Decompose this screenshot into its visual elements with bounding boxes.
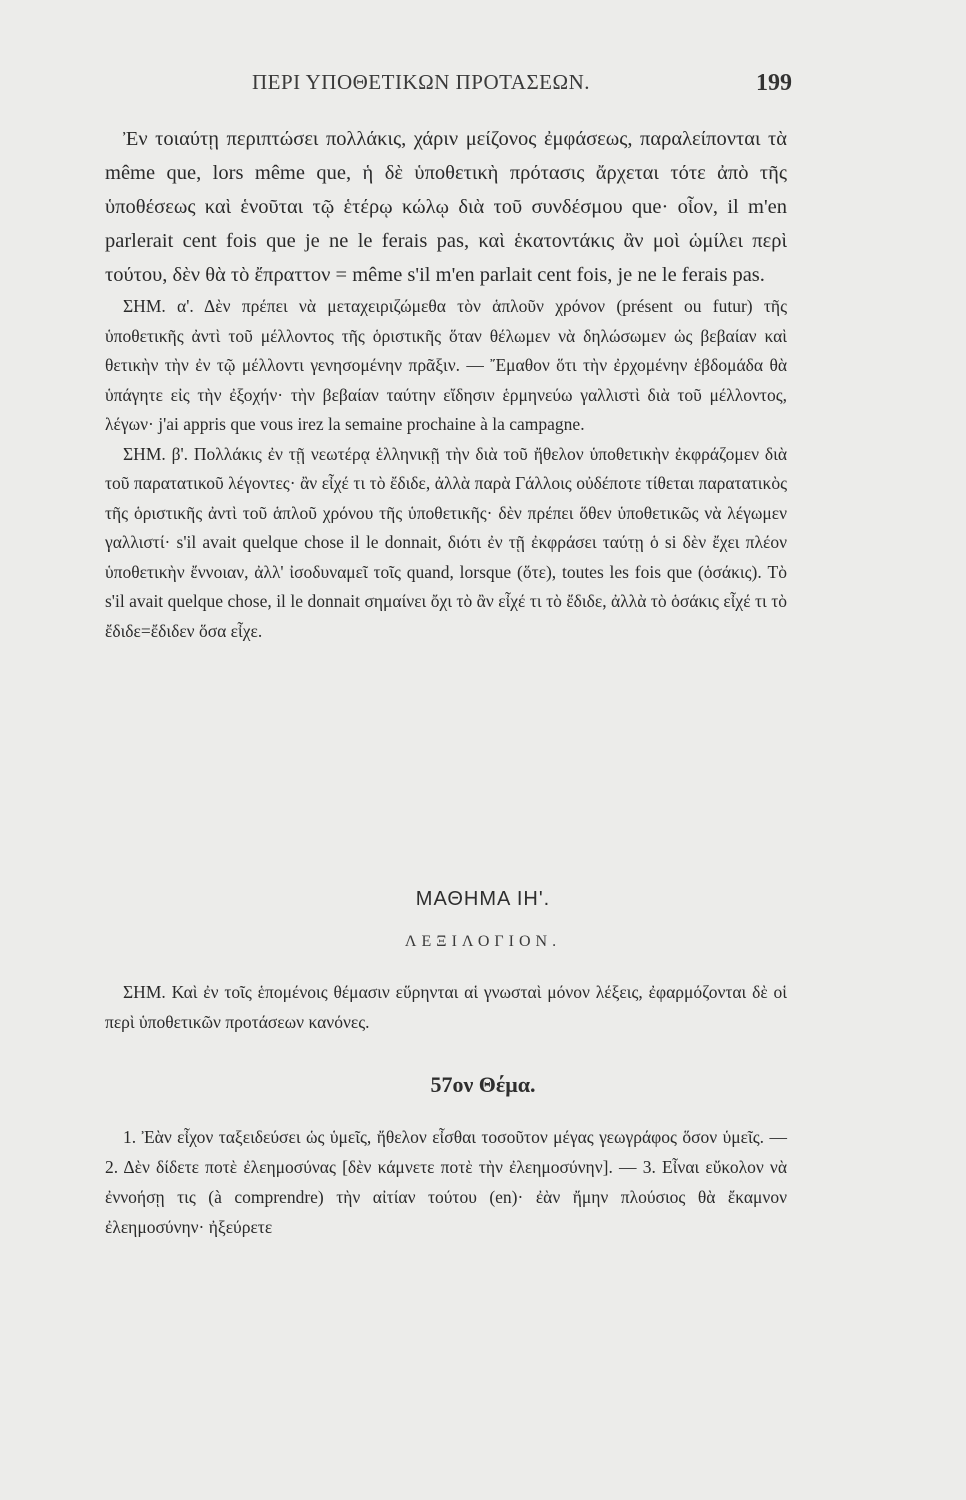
paragraph-1: Ἐν τοιαύτῃ περιπτώσει πολλάκις, χάριν μείζονος ἐμφάσεως, παραλείπονται τὰ même que, lors même que, ἡ δὲ ὑποθετικὴ πρότασις ἄρχεται τότε ἀπὸ τῆς ὑποθέσεως καὶ ἑνοῦται τῷ ἑτέρῳ κώλῳ διὰ τοῦ συνδέσμου que· οἷον, il m'en parlerait cent fois que je ne le ferais pas, καὶ ἑκατοντάκις ἂν μοὶ ὡμίλει περὶ τούτου, δὲν θὰ τὸ ἔπραττον = même s'il m'en parlait cent fois, je ne le ferais pas. — [105, 128, 787, 286]
exercises-block — [105, 1122, 787, 1242]
lesson-note-block — [105, 978, 787, 1037]
theme-heading: 57ον Θέμα. — [430, 1072, 536, 1097]
exercises-text: 1. Ἐὰν εἶχον ταξειδεύσει ὡς ὑμεῖς, ἤθελον εἶσθαι τοσοῦτον μέγας γεωγράφος ὅσον ὑμεῖς. — 2. Δὲν δίδετε ποτὲ ἐλεημοσύνας [δὲν κάμνετε ποτὲ τὴν ἐλεημοσύνην]. — 3. Εἶναι εὔκολον νὰ ἐννοήσῃ τις (à comprendre) τὴν αἰτίαν τούτου (en)· ἐὰν ἤμην πλούσιος θὰ ἔκαμνον ἐλεημοσύνην· ἠξεύρετε — [105, 1127, 787, 1237]
lesson-note: ΣΗΜ. Καὶ ἐν τοῖς ἑπομένοις θέμασιν εὕρηνται αἱ γνωσταὶ μόνον λέξεις, ἐφαρμόζονται δὲ οἱ περὶ ὑποθετικῶν προτάσεων κανόνες. — [105, 982, 787, 1032]
lesson-subtitle: ΛΕΞΙΛΟΓΙΟΝ. — [404, 933, 562, 950]
note-beta: ΣΗΜ. β'. Πολλάκις ἐν τῇ νεωτέρᾳ ἑλληνικῇ τὴν διὰ τοῦ ἤθελον ὑποθετικὴν ἐκφράζομεν διὰ τοῦ παρατατικοῦ λέγοντες· ἂν εἶχέ τι τὸ ἔδιδε, ἀλλὰ παρὰ Γάλλοις οὐδέποτε τίθεται παρατατικὸς τῆς ὁριστικῆς ἀντὶ τοῦ ἁπλοῦ χρόνου τῆς ὑποθετικῆς· δὲν πρέπει ὅθεν ὑποθετικῶς νὰ λέγωμεν γαλλιστί· s'il avait quelque chose il le donnait, διότι ἐν τῇ ἐκφράσει ταύτῃ ὁ si δὲν ἔχει πλέον ὑποθετικὴν ἔννοιαν, ἀλλ' ἰσοδυναμεῖ τοῖς quand, lorsque (ὅτε), toutes les fois que (ὁσάκις). Τὸ s'il avait quelque chose, il le donnait σημαίνει ὄχι τὸ ἂν εἶχέ τι τὸ ἔδιδε, ἀλλὰ τὸ ὁσάκις εἶχέ τι τὸ ἔδιδε=ἔδιδεν ὅσα εἶχε. — [105, 443, 787, 641]
note-alpha: ΣΗΜ. α'. Δὲν πρέπει νὰ μεταχειριζώμεθα τὸν ἁπλοῦν χρόνον (présent ou futur) τῆς ὑποθετικῆς ἀντὶ τοῦ μέλλοντος τῆς ὁριστικῆς ὅταν θέλωμεν νὰ δηλώσωμεν ὡς βεβαίαν καὶ θετικὴν τὴν ἐν τῷ μέλλοντι γενησομένην πρᾶξιν. — Ἔμαθον ὅτι τὴν ἐρχομένην ἑβδομάδα θὰ ὑπάγητε εἰς τὴν ἐξοχήν· τὴν βεβαίαν ταύτην εἴδησιν ἑρμηνεύω γαλλιστὶ διὰ τοῦ μέλλοντος, λέγων· j'ai appris que vous irez la semaine prochaine à la campagne. — [105, 296, 787, 434]
page-number: 199 — [756, 70, 792, 96]
page-header — [252, 70, 792, 106]
lesson-title: ΜΑΘΗΜΑ ΙΗ'. — [415, 888, 551, 910]
running-head: ΠΕΡΙ ΥΠΟΘΕΤΙΚΩΝ ΠΡΟΤΑΣΕΩΝ. — [252, 70, 591, 94]
main-text — [105, 122, 787, 646]
